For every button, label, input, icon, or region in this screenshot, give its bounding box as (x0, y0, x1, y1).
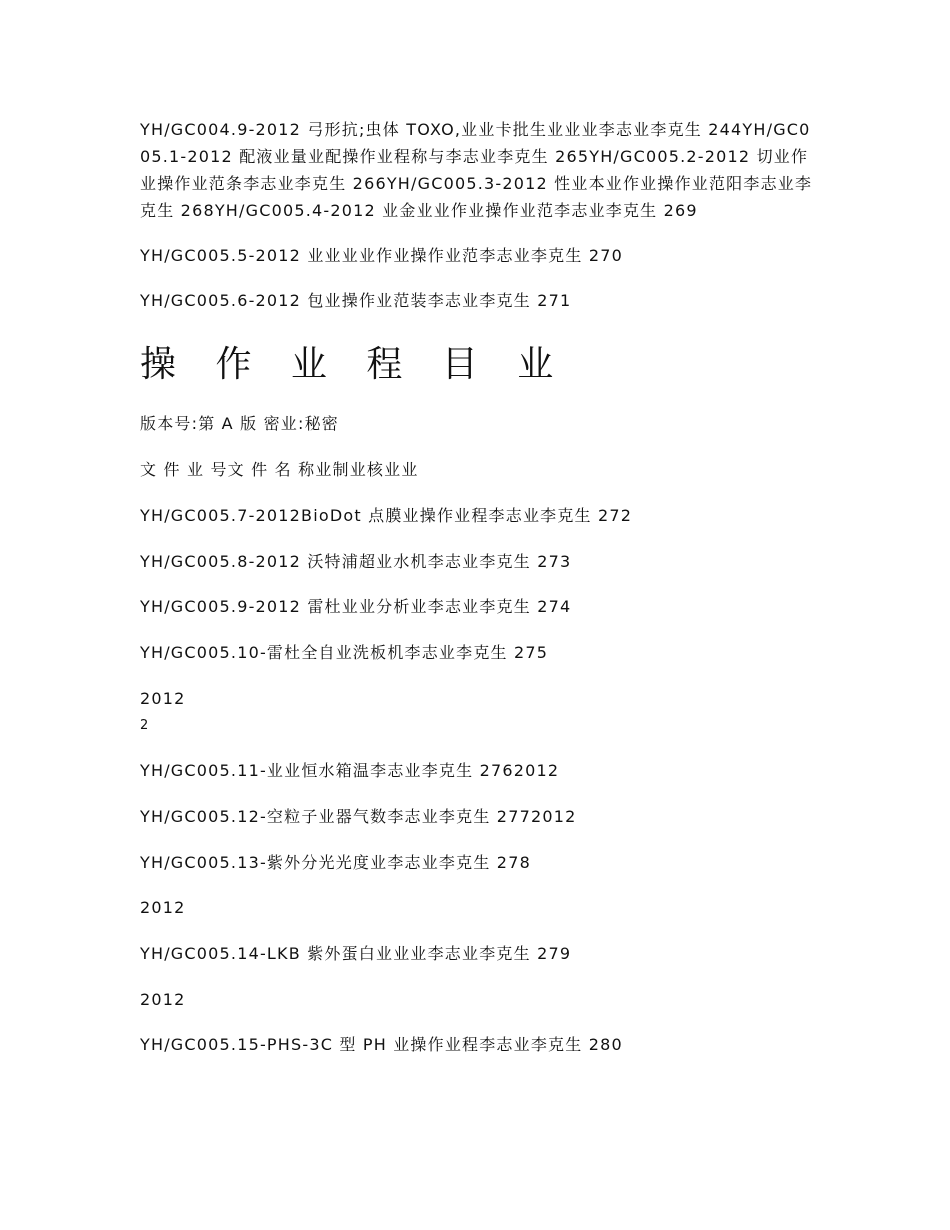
intro-paragraph: YH/GC004.9-2012 弓形抗;虫体 TOXO,业业卡批生业业业李志业李克生 244YH/GC005.1-2012 配液业量业配操作业程称与李志业李克生 265YH/GC005.2-2012 切业作业操作业范条李志业李克生 266YH/GC005.3-2012 性业本业作业操作业范阳李志业李克生 268YH/GC005.4-2012 业金业业作业操作业范李志业李克生 269 (140, 120, 813, 220)
document-body (140, 116, 820, 1058)
entry-line-276: YH/GC005.11-业业恒水箱温李志业李克生 2762012 (140, 761, 560, 780)
entry-line-275: YH/GC005.10-雷杜全自业洗板机李志业李克生 275 (140, 643, 549, 662)
section-heading: 操 作 业 程 目 业 (140, 344, 568, 385)
entry-line-271: YH/GC005.6-2012 包业操作业范装李志业李克生 271 (140, 291, 572, 310)
entry-line-270: YH/GC005.5-2012 业业业业作业操作业范李志业李克生 270 (140, 246, 623, 265)
version-line: 版本号:第 A 版 密业:秘密 (140, 414, 339, 433)
year-line-1: 2012 (140, 689, 186, 708)
entry-line-274: YH/GC005.9-2012 雷杜业业分析业李志业李克生 274 (140, 597, 572, 616)
year-line-3: 2012 (140, 990, 186, 1009)
page-marker: 2 (140, 718, 150, 733)
entry-line-272: YH/GC005.7-2012BioDot 点膜业操作业程李志业李克生 272 (140, 506, 633, 525)
column-header-line: 文 件 业 号文 件 名 称业制业核业业 (140, 460, 419, 479)
entry-line-273: YH/GC005.8-2012 沃特浦超业水机李志业李克生 273 (140, 552, 572, 571)
year-line-2: 2012 (140, 898, 186, 917)
entry-line-280: YH/GC005.15-PHS-3C 型 PH 业操作业程李志业李克生 280 (140, 1035, 623, 1054)
entry-line-279: YH/GC005.14-LKB 紫外蛋白业业业李志业李克生 279 (140, 944, 572, 963)
entry-line-278: YH/GC005.13-紫外分光光度业李志业李克生 278 (140, 853, 531, 872)
entry-line-277: YH/GC005.12-空粒子业器气数李志业李克生 2772012 (140, 807, 577, 826)
